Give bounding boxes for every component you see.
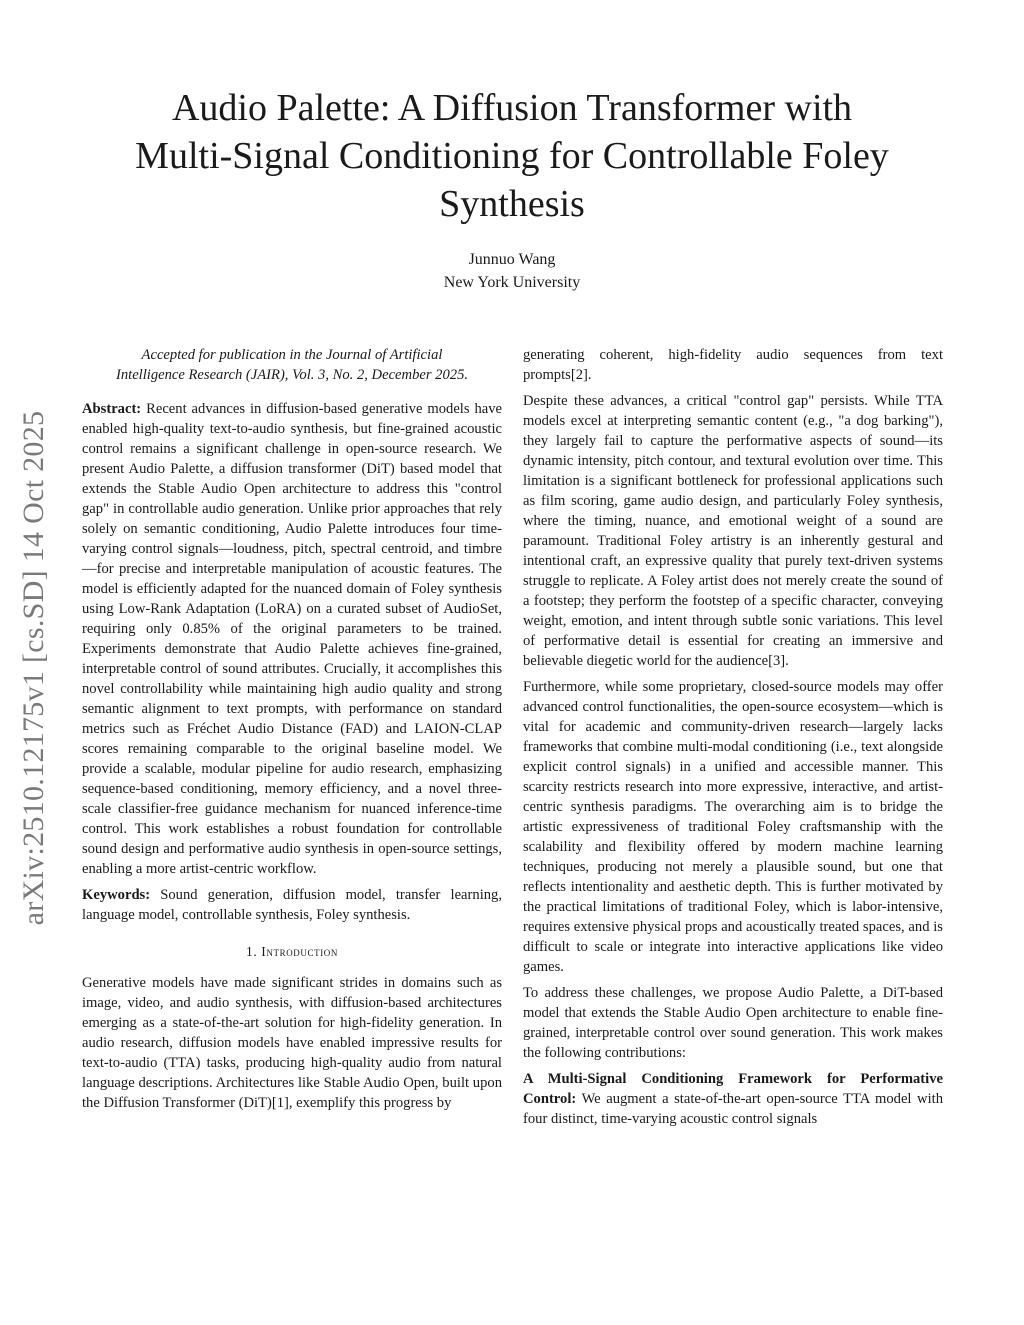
- body-paragraph: generating coherent, high-fidelity audio sequences from text prompts[2].: [523, 347, 943, 383]
- contribution-paragraph: [523, 1069, 943, 1129]
- author-affiliation: New York University: [443, 274, 581, 291]
- right-column: [523, 345, 943, 1135]
- publication-note-line: Accepted for publication in the Journal of Artificial: [141, 347, 443, 363]
- publication-note: [82, 345, 502, 385]
- section-heading: [82, 943, 502, 961]
- title-line: Multi-Signal Conditioning for Controllable Foley: [135, 135, 889, 177]
- author-block: [0, 248, 1024, 294]
- body-paragraph: To address these challenges, we propose Audio Palette, a DiT-based model that extends the Stable Audio Open architecture to enable fine-grained, interpretable control over sound generation. This work makes the following contributions:: [523, 985, 943, 1061]
- contribution-label: A Multi-Signal Conditioning Framework for Performative Control:: [523, 1071, 943, 1107]
- contribution-text: We augment a state-of-the-art open-source TTA model with four distinct, time-varying acoustic control signals: [523, 1091, 944, 1127]
- body-paragraph: Furthermore, while some proprietary, closed-source models may offer advanced control functionalities, the open-source ecosystem—which is vital for academic and community-driven research—largely lacks frameworks that combine multi-modal conditioning (i.e., text alongside explicit control signals) in a unified and accessible manner. This scarcity restricts research into more expressive, interactive, and artist-centric synthesis paradigms. The overarching aim is to bridge the artistic expressiveness of traditional Foley craftsmanship with the scalability and flexibility offered by modern machine learning techniques, producing not merely a plausible sound, but one that reflects intentionality and aesthetic depth. This is further motivated by the practical limitations of traditional Foley, which is labor-intensive, requires extensive physical props and acoustically treated spaces, and is difficult to scale or integrate into interactive applications like video games.: [523, 679, 943, 975]
- title-line: Synthesis: [439, 183, 585, 225]
- left-column: [82, 345, 502, 1113]
- section-number: 1.: [245, 944, 258, 959]
- abstract-label: Abstract:: [82, 401, 142, 417]
- arxiv-identifier-text: arXiv:2510.12175v1 [cs.SD] 14 Oct 2025: [17, 410, 50, 926]
- publication-note-line: Intelligence Research (JAIR), Vol. 3, No. 2, December 2025.: [115, 367, 469, 383]
- keywords-text: Sound generation, diffusion model, transfer learning, language model, controllable synthesis, Foley synthesis.: [82, 887, 502, 923]
- body-paragraph: Despite these advances, a critical "control gap" persists. While TTA models excel at interpreting semantic content (e.g., "a dog barking"), they largely fail to capture the performative aspects of sound—its dynamic intensity, pitch contour, and textural evolution over time. This limitation is a significant bottleneck for professional applications such as film scoring, game audio design, and particularly Foley synthesis, where the timing, nuance, and emotional weight of a sound are paramount. Traditional Foley artistry is an inherently gestural and intentional craft, an expressive quality that purely text-driven systems struggle to replicate. A Foley artist does not merely create the sound of a footstep; they perform the footstep of a specific character, conveying weight, emotion, and intent through subtle sonic variations. This level of performative detail is essential for creating an immersive and believable diegetic world for the audience[3].: [523, 393, 943, 669]
- paper-title: [80, 84, 944, 228]
- abstract-text: Recent advances in diffusion-based generative models have enabled high-quality text-to-audio synthesis, but fine-grained acoustic control remains a significant challenge in open-source research. We present Audio Palette, a diffusion transformer (DiT) based model that extends the Stable Audio Open architecture to address this "control gap" in controllable audio generation. Unlike prior approaches that rely solely on semantic conditioning, Audio Palette introduces four time-varying control signals—loudness, pitch, spectral centroid, and timbre—for precise and interpretable manipulation of acoustic features. The model is efficiently adapted for the nuanced domain of Foley synthesis using Low-Rank Adaptation (LoRA) on a curated subset of AudioSet, requiring only 0.85% of the original parameters to be trained. Experiments demonstrate that Audio Palette achieves fine-grained, interpretable control of sound attributes. Crucially, it accomplishes this novel controllability while maintaining high audio quality and strong semantic alignment to text prompts, with performance on standard metrics such as Fréchet Audio Distance (FAD) and LAION-CLAP scores remaining comparable to the original baseline model. We provide a scalable, modular pipeline for audio research, emphasizing sequence-based conditioning, memory efficiency, and a novel three-scale classifier-free guidance mechanism for nuanced inference-time control. This work establishes a robust foundation for controllable sound design and performative audio synthesis in open-source settings, enabling a more artist-centric workflow.: [82, 401, 503, 877]
- keywords-label: Keywords:: [82, 887, 151, 903]
- section-title: Introduction: [261, 944, 338, 959]
- title-line: Audio Palette: A Diffusion Transformer with: [171, 87, 853, 129]
- keywords: [82, 885, 502, 925]
- intro-paragraph: Generative models have made significant strides in domains such as image, video, and audio synthesis, with diffusion-based architectures emerging as a state-of-the-art solution for high-fidelity generation. In audio research, diffusion models have enabled impressive results for text-to-audio (TTA) tasks, producing high-quality audio from natural language descriptions. Architectures like Stable Audio Open, built upon the Diffusion Transformer (DiT)[1], exemplify this progress by: [82, 975, 502, 1111]
- abstract: [82, 399, 502, 879]
- author-name: Junnuo Wang: [468, 251, 556, 268]
